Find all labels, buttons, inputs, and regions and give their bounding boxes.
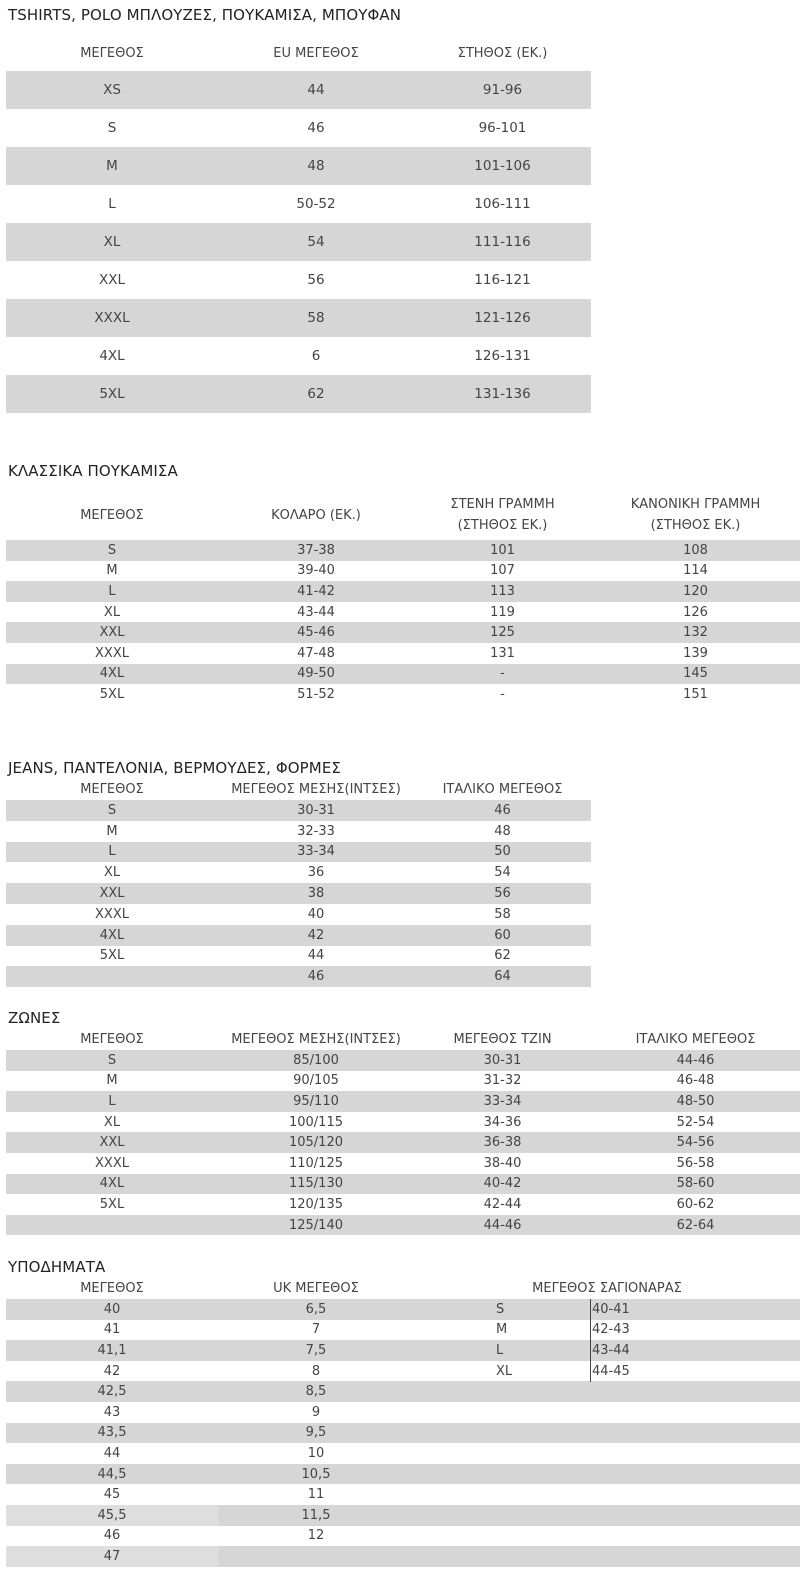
table-cell: 43,5 bbox=[97, 1425, 127, 1441]
column-header: ΜΕΓΕΘΟΣ ΜΕΣΗΣ(ΙΝΤΣΕΣ) bbox=[231, 1032, 401, 1047]
table-cell: 44 bbox=[307, 82, 325, 98]
table-cell: 38-40 bbox=[483, 1155, 522, 1171]
table-row bbox=[6, 1361, 800, 1382]
table-row bbox=[6, 71, 591, 109]
table-cell: 9 bbox=[311, 1404, 321, 1420]
table-cell: 46-48 bbox=[676, 1073, 715, 1089]
table-cell: 121-126 bbox=[474, 310, 531, 326]
table-cell: 6,5 bbox=[305, 1301, 327, 1317]
table-cell: 10 bbox=[307, 1445, 325, 1461]
table-cell: 96-101 bbox=[478, 120, 527, 136]
table-row bbox=[6, 1340, 800, 1361]
table-row bbox=[6, 664, 800, 685]
table-header bbox=[6, 779, 591, 800]
table-row bbox=[6, 1546, 800, 1567]
table-cell: 12 bbox=[307, 1528, 325, 1544]
table-cell: 116-121 bbox=[474, 272, 531, 288]
table-row bbox=[6, 821, 591, 842]
table-cell: L bbox=[108, 583, 116, 599]
column-header: ΜΕΓΕΘΟΣ bbox=[80, 782, 144, 797]
table-cell: 62-64 bbox=[676, 1217, 715, 1233]
table-cell: M bbox=[106, 158, 118, 174]
table-cell: 4XL bbox=[99, 1176, 125, 1192]
table-cell: 132 bbox=[683, 625, 708, 641]
table-cell: 7 bbox=[311, 1322, 321, 1338]
table-cell: 95/110 bbox=[293, 1093, 339, 1109]
slipper-range: 40-41 bbox=[592, 1301, 630, 1317]
table-cell: - bbox=[500, 666, 505, 682]
table-cell: 119 bbox=[490, 604, 515, 620]
column-header-line: ΣΤΕΝΗ ΓΡΑΜΜΗ bbox=[450, 497, 555, 512]
table-cell: 131-136 bbox=[474, 386, 531, 402]
table-cell: 5XL bbox=[99, 948, 125, 964]
table-cell: 101 bbox=[490, 542, 515, 558]
slipper-size: M bbox=[496, 1322, 508, 1338]
table-cell: 42-44 bbox=[483, 1196, 522, 1212]
slipper-size: XL bbox=[496, 1363, 513, 1379]
table-cell: XXL bbox=[99, 1135, 125, 1151]
table-cell: 58 bbox=[307, 310, 325, 326]
table-cell: 46 bbox=[307, 120, 325, 136]
table-row bbox=[6, 622, 800, 643]
table-cell: 106-111 bbox=[474, 196, 531, 212]
table-cell: 30-31 bbox=[483, 1052, 522, 1068]
table-cell: 56 bbox=[494, 886, 511, 902]
table-cell: 51-52 bbox=[297, 686, 335, 702]
table-cell: 40 bbox=[103, 1301, 121, 1317]
column-header: ΙΤΑΛΙΚΟ ΜΕΓΕΘΟΣ bbox=[442, 782, 563, 797]
table-row bbox=[6, 223, 591, 261]
table-cell: 8,5 bbox=[305, 1384, 327, 1400]
table-cell: 91-96 bbox=[482, 82, 523, 98]
table-cell: XL bbox=[103, 865, 121, 881]
column-header: EU ΜΕΓΕΘΟΣ bbox=[273, 45, 359, 61]
section-title-tshirts: TSHIRTS, POLO ΜΠΛΟΥΖΕΣ, ΠΟΥΚΑΜΙΣΑ, ΜΠΟΥΦΑΝ bbox=[8, 6, 402, 24]
table-row bbox=[6, 966, 591, 987]
table-row bbox=[6, 540, 800, 561]
column-header: ΚΟΛΑΡΟ (ΕΚ.) bbox=[271, 507, 361, 523]
table-cell: 43 bbox=[103, 1404, 121, 1420]
table-row bbox=[6, 684, 800, 705]
table-cell: 120 bbox=[683, 583, 708, 599]
table-cell: 4XL bbox=[99, 666, 125, 682]
slipper-size: S bbox=[496, 1301, 505, 1317]
table-cell: 47 bbox=[6, 1546, 218, 1567]
section-title-belts: ΖΩΝΕΣ bbox=[8, 1009, 61, 1027]
table-cell: 41 bbox=[103, 1322, 121, 1338]
table-cell: 114 bbox=[683, 563, 708, 579]
table-row bbox=[6, 1505, 800, 1526]
table-row bbox=[6, 561, 800, 582]
table-row bbox=[6, 147, 591, 185]
table-row bbox=[6, 862, 591, 883]
table-row bbox=[6, 1320, 800, 1341]
column-header bbox=[591, 494, 800, 536]
table-cell: 36 bbox=[307, 865, 325, 881]
table-cell: 54-56 bbox=[676, 1135, 715, 1151]
table-cell: 41,1 bbox=[97, 1342, 127, 1358]
table-cell: 48 bbox=[494, 823, 511, 839]
table-cell: 62 bbox=[494, 948, 511, 964]
slipper-range: 42-43 bbox=[592, 1322, 630, 1338]
table-cell: 44 bbox=[307, 948, 325, 964]
table-cell: 6 bbox=[311, 348, 321, 364]
table-row bbox=[6, 1071, 800, 1092]
table-cell: S bbox=[107, 542, 117, 558]
table-cell: 36-38 bbox=[483, 1135, 522, 1151]
table-row bbox=[6, 643, 800, 664]
column-header: ΜΕΓΕΘΟΣ bbox=[80, 1281, 144, 1296]
table-row bbox=[6, 1299, 800, 1320]
table-cell: 111-116 bbox=[474, 234, 531, 250]
table-cell: 125/140 bbox=[288, 1217, 343, 1233]
table-cell: 42 bbox=[307, 927, 325, 943]
section-title-shoes: ΥΠΟΔΗΜΑΤΑ bbox=[8, 1258, 106, 1276]
table-cell: S bbox=[107, 802, 117, 818]
table-cell bbox=[6, 966, 218, 987]
table-cell: 60-62 bbox=[676, 1196, 715, 1212]
table-cell: 62 bbox=[307, 386, 325, 402]
table-cell: 33-34 bbox=[483, 1093, 522, 1109]
table-cell: 105/120 bbox=[288, 1135, 343, 1151]
table-cell: 41-42 bbox=[297, 583, 335, 599]
table-cell: XXL bbox=[99, 886, 125, 902]
table-cell: 46 bbox=[494, 802, 511, 818]
table-cell: 125 bbox=[490, 625, 515, 641]
table-row bbox=[6, 904, 591, 925]
table-cell: 120/135 bbox=[288, 1196, 343, 1212]
table-cell: 42 bbox=[103, 1363, 121, 1379]
table-row bbox=[6, 1050, 800, 1071]
table-cell: 7,5 bbox=[305, 1342, 327, 1358]
table-cell: 85/100 bbox=[293, 1052, 339, 1068]
table-row bbox=[6, 800, 591, 821]
section-title-classic-shirts: ΚΛΑΣΣΙΚΑ ΠΟΥΚΑΜΙΣΑ bbox=[8, 462, 178, 480]
table-header bbox=[6, 1278, 800, 1299]
table-cell: L bbox=[108, 844, 116, 860]
table-cell: 45 bbox=[103, 1487, 121, 1503]
column-header bbox=[414, 494, 591, 536]
table-cell: 54 bbox=[494, 865, 511, 881]
table-cell: 115/130 bbox=[288, 1176, 343, 1192]
table-header bbox=[6, 42, 591, 64]
table-cell: 44-46 bbox=[483, 1217, 522, 1233]
table-header bbox=[6, 494, 800, 536]
table-header bbox=[6, 1029, 800, 1050]
table-cell: 45-46 bbox=[297, 625, 335, 641]
column-header-line: ΚΑΝΟΝΙΚΗ ΓΡΑΜΜΗ bbox=[630, 497, 761, 512]
slipper-divider bbox=[590, 1299, 591, 1382]
table-cell: XXXL bbox=[95, 906, 129, 922]
table-row bbox=[6, 1423, 800, 1444]
table-cell: XXXL bbox=[94, 310, 130, 326]
table-cell: 126-131 bbox=[474, 348, 531, 364]
table-cell: 42,5 bbox=[97, 1384, 127, 1400]
table-cell: XL bbox=[103, 234, 121, 250]
table-cell: 32-33 bbox=[297, 823, 335, 839]
table-cell: 45,5 bbox=[6, 1505, 218, 1526]
table-cell: 5XL bbox=[99, 686, 125, 702]
slipper-range: 43-44 bbox=[592, 1342, 630, 1358]
table-row bbox=[6, 1215, 800, 1236]
table-cell: 8 bbox=[311, 1363, 321, 1379]
table-cell: XS bbox=[103, 82, 121, 98]
table-cell: 58 bbox=[494, 906, 511, 922]
table-cell: 48 bbox=[307, 158, 325, 174]
table-cell: 5XL bbox=[99, 386, 125, 402]
table-row bbox=[6, 261, 591, 299]
table-row bbox=[6, 337, 591, 375]
table-cell: 100/115 bbox=[288, 1114, 343, 1130]
column-header: UK ΜΕΓΕΘΟΣ bbox=[273, 1281, 359, 1296]
table-cell: 108 bbox=[683, 542, 708, 558]
table-cell: 56-58 bbox=[676, 1155, 715, 1171]
table-cell: 110/125 bbox=[288, 1155, 343, 1171]
table-cell: 47-48 bbox=[297, 645, 335, 661]
table-cell: 90/105 bbox=[293, 1073, 339, 1089]
table-cell: L bbox=[108, 196, 116, 212]
table-cell: M bbox=[106, 563, 118, 579]
table-cell: M bbox=[106, 1073, 118, 1089]
table-cell: 34-36 bbox=[483, 1114, 522, 1130]
table-row bbox=[6, 185, 591, 223]
table-cell: 4XL bbox=[99, 927, 125, 943]
table-cell: XXXL bbox=[95, 1155, 129, 1171]
table-cell: 10,5 bbox=[301, 1466, 331, 1482]
table-cell: 107 bbox=[490, 563, 515, 579]
column-header: ΜΕΓΕΘΟΣ bbox=[80, 507, 144, 523]
table-cell: 60 bbox=[494, 927, 511, 943]
table-row bbox=[6, 925, 591, 946]
table-cell: 113 bbox=[490, 583, 515, 599]
table-row bbox=[6, 1112, 800, 1133]
table-cell: XL bbox=[103, 1114, 121, 1130]
table-cell: 49-50 bbox=[297, 666, 335, 682]
table-cell: 40 bbox=[307, 906, 325, 922]
table-cell: XXL bbox=[98, 272, 126, 288]
table-cell: 44-46 bbox=[676, 1052, 715, 1068]
table-cell: L bbox=[108, 1093, 116, 1109]
table-row bbox=[6, 1526, 800, 1547]
table-cell: 33-34 bbox=[297, 844, 335, 860]
table-cell: XL bbox=[103, 604, 121, 620]
table-cell: XXXL bbox=[95, 645, 129, 661]
table-cell: 126 bbox=[683, 604, 708, 620]
slipper-range: 44-45 bbox=[592, 1363, 630, 1379]
table-cell: 131 bbox=[490, 645, 515, 661]
table-cell: S bbox=[107, 120, 117, 136]
table-cell: 48-50 bbox=[676, 1093, 715, 1109]
table-row bbox=[6, 946, 591, 967]
table-cell: 46 bbox=[307, 969, 325, 985]
section-title-jeans: JEANS, ΠΑΝΤΕΛΟΝΙΑ, ΒΕΡΜΟΥΔΕΣ, ΦΟΡΜΕΣ bbox=[8, 759, 341, 777]
table-cell: 101-106 bbox=[474, 158, 531, 174]
table-cell: 11,5 bbox=[301, 1507, 331, 1523]
table-row bbox=[6, 1402, 800, 1423]
table-cell: - bbox=[500, 686, 505, 702]
table-cell: 64 bbox=[494, 969, 511, 985]
column-header: ΜΕΓΕΘΟΣ bbox=[80, 45, 144, 61]
table-cell: 46 bbox=[103, 1528, 121, 1544]
table-cell: 50 bbox=[494, 844, 511, 860]
table-row bbox=[6, 1484, 800, 1505]
table-cell: 139 bbox=[683, 645, 708, 661]
column-header: ΜΕΓΕΘΟΣ bbox=[80, 1032, 144, 1047]
table-cell: 31-32 bbox=[483, 1073, 522, 1089]
table-cell: S bbox=[107, 1052, 117, 1068]
table-cell: M bbox=[106, 823, 118, 839]
table-row bbox=[6, 1381, 800, 1402]
column-header-line: (ΣΤΗΘΟΣ ΕΚ.) bbox=[457, 518, 548, 533]
table-row bbox=[6, 375, 591, 413]
table-cell: 9,5 bbox=[305, 1425, 327, 1441]
table-cell bbox=[218, 1546, 414, 1567]
table-row bbox=[6, 109, 591, 147]
table-cell: 151 bbox=[683, 686, 708, 702]
table-row bbox=[6, 299, 591, 337]
table-cell: 38 bbox=[307, 886, 325, 902]
table-cell: 58-60 bbox=[676, 1176, 715, 1192]
table-cell bbox=[6, 1215, 218, 1236]
column-header: ΜΕΓΕΘΟΣ ΜΕΣΗΣ(ΙΝΤΣΕΣ) bbox=[231, 782, 401, 797]
table-row bbox=[6, 1464, 800, 1485]
column-header: ΣΤΗΘΟΣ (ΕΚ.) bbox=[457, 45, 548, 61]
table-cell: 11 bbox=[307, 1487, 325, 1503]
table-cell: 145 bbox=[683, 666, 708, 682]
table-row bbox=[6, 1194, 800, 1215]
table-row bbox=[6, 1174, 800, 1195]
table-cell: 39-40 bbox=[297, 563, 335, 579]
table-cell: 56 bbox=[307, 272, 325, 288]
table-row bbox=[6, 602, 800, 623]
table-cell: 52-54 bbox=[676, 1114, 715, 1130]
table-cell: 54 bbox=[307, 234, 325, 250]
table-cell: XXL bbox=[99, 625, 125, 641]
table-cell: 5XL bbox=[99, 1196, 125, 1212]
table-cell: 37-38 bbox=[297, 542, 335, 558]
table-cell: 43-44 bbox=[297, 604, 335, 620]
column-header: ΜΕΓΕΘΟΣ ΣΑΓΙΟΝΑΡΑΣ bbox=[532, 1281, 682, 1296]
table-row bbox=[6, 1153, 800, 1174]
table-row bbox=[6, 581, 800, 602]
slipper-size: L bbox=[496, 1342, 504, 1358]
column-header-line: (ΣΤΗΘΟΣ ΕΚ.) bbox=[650, 518, 741, 533]
table-cell: 50-52 bbox=[296, 196, 336, 212]
column-header: ΙΤΑΛΙΚΟ ΜΕΓΕΘΟΣ bbox=[635, 1032, 756, 1047]
column-header: ΜΕΓΕΘΟΣ ΤΖΙΝ bbox=[453, 1032, 552, 1047]
table-cell: 30-31 bbox=[297, 802, 335, 818]
table-cell: 44,5 bbox=[97, 1466, 127, 1482]
table-row bbox=[6, 842, 591, 863]
table-row bbox=[6, 1443, 800, 1464]
table-row bbox=[6, 1132, 800, 1153]
table-row bbox=[6, 1091, 800, 1112]
table-cell: 4XL bbox=[99, 348, 125, 364]
table-cell: 40-42 bbox=[483, 1176, 522, 1192]
table-row bbox=[6, 883, 591, 904]
table-cell: 44 bbox=[103, 1445, 121, 1461]
